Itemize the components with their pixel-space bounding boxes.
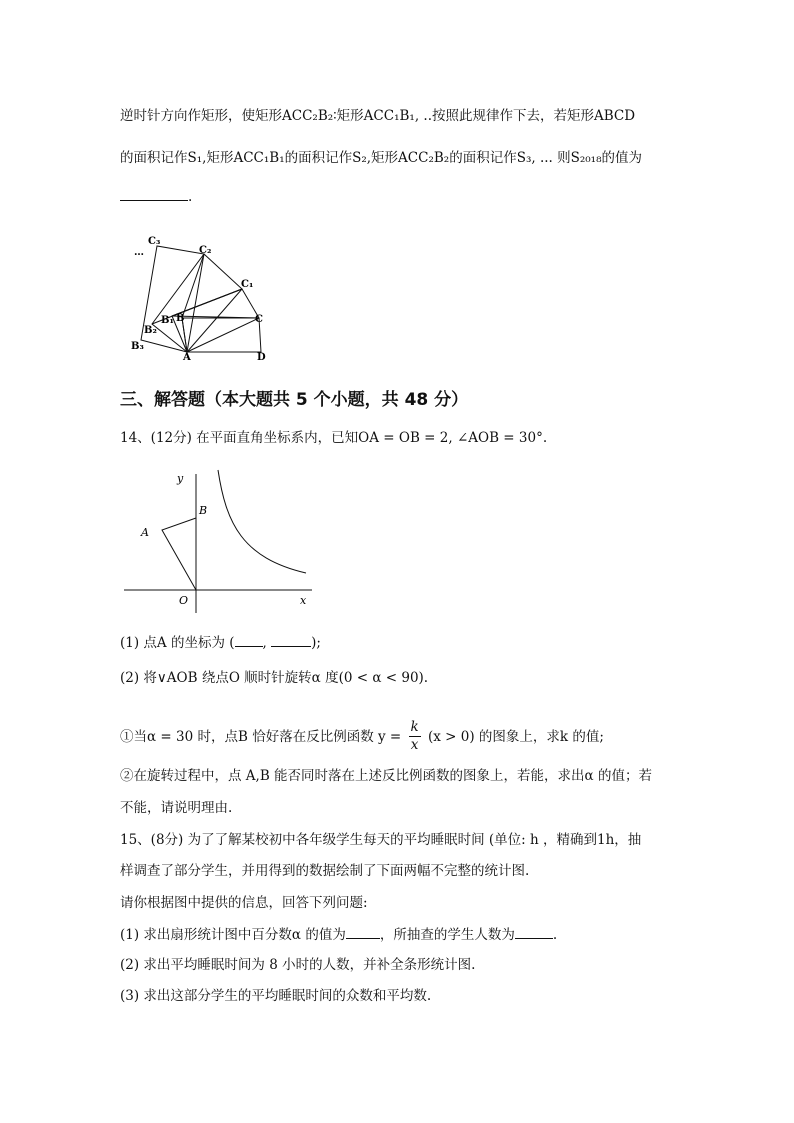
q15-stem1: 15、(8分) 为了了解某校初中各年级学生每天的平均睡眠时间 (单位: h ，精确到1h，抽 bbox=[120, 832, 642, 848]
q14-part1 bbox=[120, 632, 321, 653]
q14-part1-sep: , bbox=[262, 635, 267, 651]
q15-stem3: 请你根据图中提供的信息，回答下列问题: bbox=[120, 895, 368, 911]
q14-part2b-line1: ②在旋转过程中，点 A,B 能否同时落在上述反比例函数的图象上，若能，求出α 的值；若 bbox=[120, 768, 652, 784]
label-O: O bbox=[179, 594, 189, 607]
label-C2: C₂ bbox=[199, 245, 212, 256]
q14-part2a-post: (x > 0) 的图象上，求k 的值; bbox=[428, 729, 604, 745]
label-B-14: B bbox=[199, 504, 208, 517]
q15-part2: (2) 求出平均睡眠时间为 8 小时的人数，并补全条形统计图. bbox=[120, 957, 476, 973]
q15-part1-end: . bbox=[552, 927, 558, 943]
fraction-k-over-x bbox=[409, 719, 421, 754]
q13-answer-line bbox=[120, 186, 192, 207]
q15-part1 bbox=[120, 924, 557, 945]
section-heading: 三、解答题（本大题共 5 个小题，共 48 分） bbox=[120, 390, 469, 410]
q13-line1: 逆时针方向作矩形，使矩形ACC₂B₂∶矩形ACC₁B₁, ..按照此规律作下去，若矩形ABCD bbox=[120, 108, 636, 124]
label-B3: B₃ bbox=[131, 341, 144, 352]
fraction-numerator: k bbox=[410, 719, 419, 735]
fraction-denominator: x bbox=[410, 737, 419, 753]
q13-answer-blank[interactable] bbox=[120, 186, 188, 201]
q14-stem: 14、(12分) 在平面直角坐标系内，已知OA = OB = 2, ∠AOB = 30°. bbox=[120, 430, 548, 446]
q14-y-blank[interactable] bbox=[271, 632, 311, 647]
q14-x-blank[interactable] bbox=[235, 632, 263, 647]
q15-part1-mid: ，所抽查的学生人数为 bbox=[379, 927, 515, 943]
label-C1: C₁ bbox=[241, 279, 254, 290]
q13-rectangles-figure bbox=[128, 232, 273, 360]
q14-part2b-line2: 不能，请说明理由. bbox=[120, 800, 233, 816]
q14-coordinate-figure bbox=[122, 468, 318, 613]
q14-part2a bbox=[120, 720, 604, 755]
q15-count-blank[interactable] bbox=[515, 924, 553, 939]
q14-part1-suffix: ); bbox=[311, 635, 321, 651]
q13-line2: 的面积记作S₁,矩形ACC₁B₁的面积记作S₂,矩形ACC₂B₂的面积记作S₃, ... 则S₂₀₁₈的值为 bbox=[120, 150, 643, 166]
q14-part1-prefix: (1) 点A 的坐标为 ( bbox=[120, 635, 235, 651]
label-A: A bbox=[183, 352, 191, 360]
axis-label-y: y bbox=[177, 472, 184, 485]
label-C3: C₃ bbox=[148, 236, 161, 247]
q14-part2a-pre: ①当α = 30 时，点B 恰好落在反比例函数 y = bbox=[120, 729, 402, 745]
q15-part3: (3) 求出这部分学生的平均睡眠时间的众数和平均数. bbox=[120, 988, 432, 1004]
label-C: C bbox=[255, 314, 263, 325]
q15-stem2: 样调查了部分学生，并用得到的数据绘制了下面两幅不完整的统计图. bbox=[120, 863, 530, 879]
label-D: D bbox=[257, 352, 266, 360]
label-dots: … bbox=[134, 247, 144, 258]
label-B2: B₂ bbox=[144, 325, 157, 336]
q13-line3-end: . bbox=[188, 189, 193, 205]
axis-label-x: x bbox=[300, 594, 307, 607]
label-B1: B₁ bbox=[161, 315, 174, 326]
q14-part2: (2) 将∨AOB 绕点O 顺时针旋转α 度(0 < α < 90). bbox=[120, 670, 429, 686]
q15-a-blank[interactable] bbox=[346, 924, 380, 939]
label-A-14: A bbox=[141, 526, 149, 539]
q15-part1-pre: (1) 求出扇形统计图中百分数α 的值为 bbox=[120, 927, 346, 943]
label-B: B bbox=[176, 313, 185, 324]
